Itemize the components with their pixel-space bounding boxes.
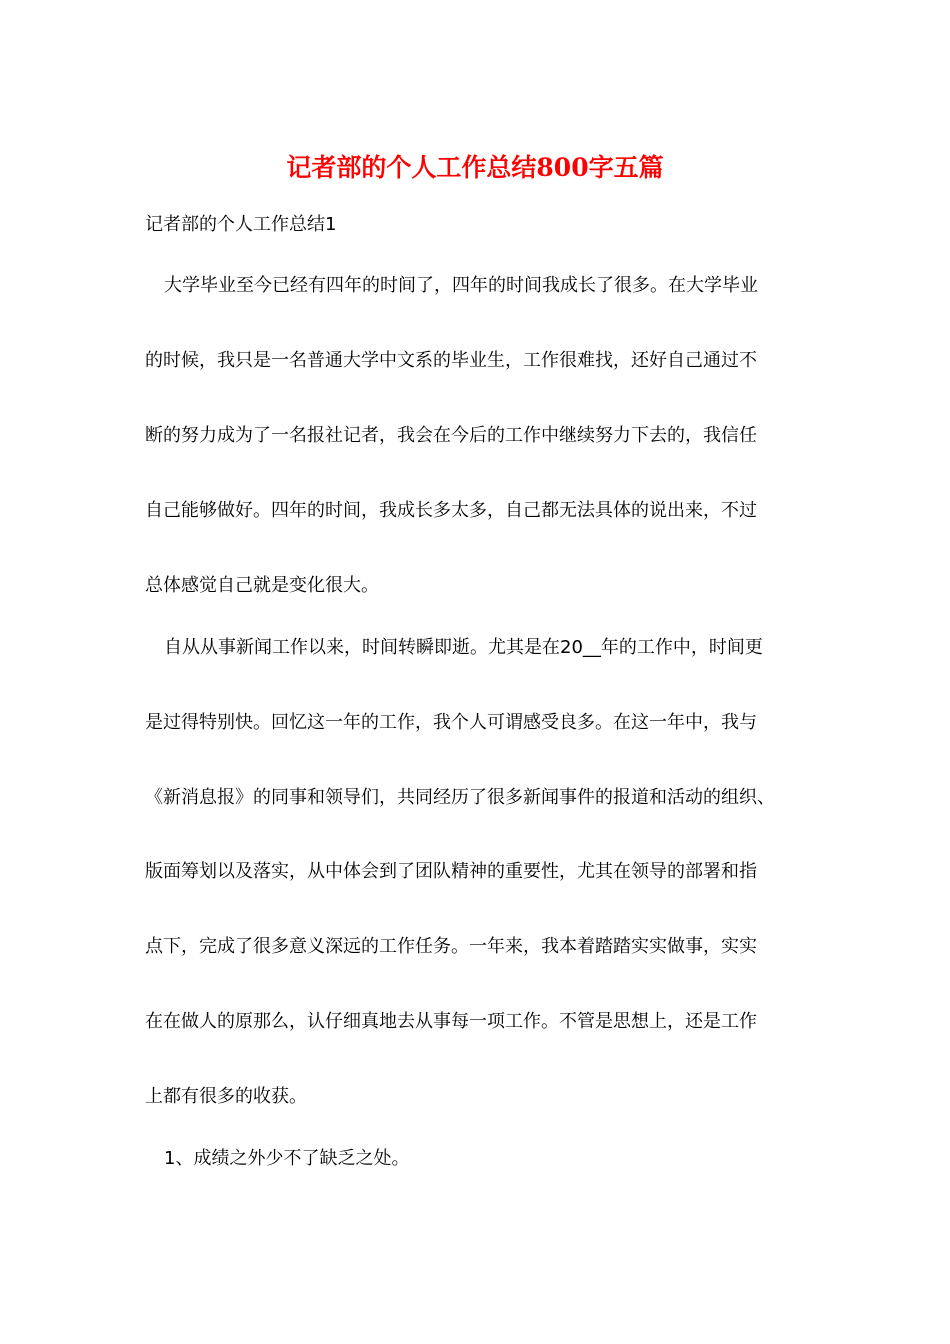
paragraph-line: 的时候，我只是一名普通大学中文系的毕业生，工作很难找，还好自己通过不 [145, 350, 757, 371]
paragraph-line: 是过得特别快。回忆这一年的工作，我个人可谓感受良多。在这一年中，我与 [145, 712, 757, 733]
section-heading: 记者部的个人工作总结1 [145, 214, 337, 235]
paragraph-line: 版面筹划以及落实，从中体会到了团队精神的重要性，尤其在领导的部署和指 [145, 861, 757, 882]
list-item-heading: 1、成绩之外少不了缺乏之处。 [164, 1148, 410, 1169]
paragraph-line: 大学毕业至今已经有四年的时间了，四年的时间我成长了很多。在大学毕业 [164, 275, 758, 296]
paragraph-line: 总体感觉自己就是变化很大。 [145, 575, 379, 596]
paragraph-line: 上都有很多的收获。 [145, 1086, 307, 1107]
document-title: 记者部的个人工作总结800字五篇 [286, 153, 664, 182]
paragraph-line: 在在做人的原那么，认仔细真地去从事每一项工作。不管是思想上，还是工作 [145, 1011, 757, 1032]
paragraph-line: 断的努力成为了一名报社记者，我会在今后的工作中继续努力下去的，我信任 [145, 425, 757, 446]
paragraph-line: 点下，完成了很多意义深远的工作任务。一年来，我本着踏踏实实做事，实实 [145, 936, 757, 957]
paragraph-line: 自己能够做好。四年的时间，我成长多太多，自己都无法具体的说出来，不过 [145, 500, 757, 521]
paragraph-line: 自从从事新闻工作以来，时间转瞬即逝。尤其是在20__年的工作中，时间更 [164, 637, 763, 658]
paragraph-line: 《新消息报》的同事和领导们，共同经历了很多新闻事件的报道和活动的组织、 [145, 787, 775, 808]
